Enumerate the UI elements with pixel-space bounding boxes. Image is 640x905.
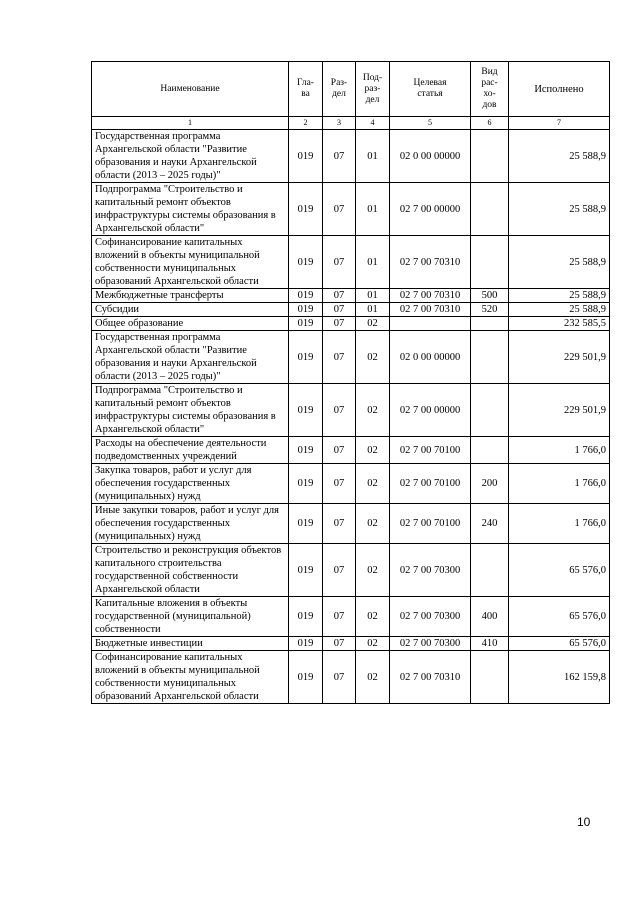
row-razdel-cell: 07 bbox=[323, 504, 356, 544]
row-target-cell: 02 7 00 70300 bbox=[390, 544, 471, 597]
row-vid-cell bbox=[471, 317, 509, 331]
row-razdel-cell: 07 bbox=[323, 651, 356, 704]
row-podrazdel-cell: 02 bbox=[356, 317, 390, 331]
row-vid-cell bbox=[471, 331, 509, 384]
header-podrazdel: Под- раз- дел bbox=[356, 62, 390, 117]
row-target-cell: 02 7 00 70300 bbox=[390, 637, 471, 651]
row-amount-cell: 1 766,0 bbox=[509, 464, 610, 504]
column-number: 5 bbox=[390, 117, 471, 130]
header-glava: Гла- ва bbox=[289, 62, 323, 117]
row-name-cell: Закупка товаров, работ и услуг для обеспечения государственных (муниципальных) нужд bbox=[92, 464, 289, 504]
row-amount-cell: 229 501,9 bbox=[509, 331, 610, 384]
row-podrazdel-cell: 02 bbox=[356, 544, 390, 597]
row-podrazdel-cell: 02 bbox=[356, 651, 390, 704]
row-vid-cell: 400 bbox=[471, 597, 509, 637]
row-razdel-cell: 07 bbox=[323, 236, 356, 289]
table-row bbox=[92, 130, 610, 183]
row-vid-cell: 410 bbox=[471, 637, 509, 651]
row-razdel-cell: 07 bbox=[323, 317, 356, 331]
row-vid-cell bbox=[471, 236, 509, 289]
row-target-cell: 02 7 00 70310 bbox=[390, 303, 471, 317]
row-podrazdel-cell: 01 bbox=[356, 130, 390, 183]
budget-table bbox=[91, 61, 610, 704]
table-row bbox=[92, 504, 610, 544]
row-glava-cell: 019 bbox=[289, 464, 323, 504]
row-razdel-cell: 07 bbox=[323, 303, 356, 317]
table-row bbox=[92, 289, 610, 303]
row-name-cell: Иные закупки товаров, работ и услуг для обеспечения государственных (муниципальных) нужд bbox=[92, 504, 289, 544]
row-name-cell: Расходы на обеспечение деятельности подведомственных учреждений bbox=[92, 437, 289, 464]
column-number: 6 bbox=[471, 117, 509, 130]
row-target-cell: 02 7 00 70100 bbox=[390, 437, 471, 464]
table-row bbox=[92, 597, 610, 637]
row-podrazdel-cell: 02 bbox=[356, 437, 390, 464]
column-number: 4 bbox=[356, 117, 390, 130]
row-target-cell: 02 7 00 70300 bbox=[390, 597, 471, 637]
row-target-cell: 02 7 00 70310 bbox=[390, 236, 471, 289]
row-podrazdel-cell: 02 bbox=[356, 637, 390, 651]
row-glava-cell: 019 bbox=[289, 544, 323, 597]
row-glava-cell: 019 bbox=[289, 651, 323, 704]
row-amount-cell: 229 501,9 bbox=[509, 384, 610, 437]
row-amount-cell: 1 766,0 bbox=[509, 504, 610, 544]
row-razdel-cell: 07 bbox=[323, 289, 356, 303]
header-vid: Вид рас- хо- дов bbox=[471, 62, 509, 117]
table-row bbox=[92, 651, 610, 704]
row-vid-cell: 520 bbox=[471, 303, 509, 317]
table-row bbox=[92, 637, 610, 651]
row-glava-cell: 019 bbox=[289, 437, 323, 464]
row-amount-cell: 25 588,9 bbox=[509, 289, 610, 303]
header-row bbox=[92, 62, 610, 117]
table-header bbox=[92, 62, 610, 130]
row-vid-cell bbox=[471, 437, 509, 464]
row-razdel-cell: 07 bbox=[323, 130, 356, 183]
row-razdel-cell: 07 bbox=[323, 597, 356, 637]
column-number: 7 bbox=[509, 117, 610, 130]
row-glava-cell: 019 bbox=[289, 317, 323, 331]
row-podrazdel-cell: 02 bbox=[356, 504, 390, 544]
header-name: Наименование bbox=[92, 62, 289, 117]
table-row bbox=[92, 317, 610, 331]
row-name-cell: Бюджетные инвестиции bbox=[92, 637, 289, 651]
row-target-cell: 02 7 00 70100 bbox=[390, 504, 471, 544]
column-number-row bbox=[92, 117, 610, 130]
row-name-cell: Строительство и реконструкция объектов капитального строительства государственной собственности Архангельской области bbox=[92, 544, 289, 597]
row-razdel-cell: 07 bbox=[323, 464, 356, 504]
row-podrazdel-cell: 02 bbox=[356, 597, 390, 637]
row-razdel-cell: 07 bbox=[323, 384, 356, 437]
column-number: 1 bbox=[92, 117, 289, 130]
row-vid-cell bbox=[471, 544, 509, 597]
row-vid-cell bbox=[471, 384, 509, 437]
row-vid-cell bbox=[471, 651, 509, 704]
row-amount-cell: 25 588,9 bbox=[509, 130, 610, 183]
row-podrazdel-cell: 01 bbox=[356, 183, 390, 236]
row-amount-cell: 25 588,9 bbox=[509, 183, 610, 236]
row-amount-cell: 65 576,0 bbox=[509, 597, 610, 637]
table-row bbox=[92, 384, 610, 437]
row-glava-cell: 019 bbox=[289, 130, 323, 183]
row-target-cell bbox=[390, 317, 471, 331]
row-podrazdel-cell: 01 bbox=[356, 303, 390, 317]
row-amount-cell: 65 576,0 bbox=[509, 544, 610, 597]
row-glava-cell: 019 bbox=[289, 597, 323, 637]
row-name-cell: Подпрограмма "Строительство и капитальный ремонт объектов инфраструктуры системы образования в Архангельской области" bbox=[92, 384, 289, 437]
table-body bbox=[92, 130, 610, 704]
row-target-cell: 02 7 00 00000 bbox=[390, 183, 471, 236]
row-glava-cell: 019 bbox=[289, 303, 323, 317]
header-razdel: Раз- дел bbox=[323, 62, 356, 117]
table-row bbox=[92, 464, 610, 504]
row-razdel-cell: 07 bbox=[323, 437, 356, 464]
row-name-cell: Софинансирование капитальных вложений в объекты муниципальной собственности муниципальных образований Архангельской области bbox=[92, 651, 289, 704]
row-target-cell: 02 7 00 70310 bbox=[390, 651, 471, 704]
row-target-cell: 02 0 00 00000 bbox=[390, 331, 471, 384]
row-target-cell: 02 7 00 00000 bbox=[390, 384, 471, 437]
row-name-cell: Общее образование bbox=[92, 317, 289, 331]
row-amount-cell: 25 588,9 bbox=[509, 236, 610, 289]
row-name-cell: Капитальные вложения в объекты государственной (муниципальной) собственности bbox=[92, 597, 289, 637]
row-podrazdel-cell: 01 bbox=[356, 289, 390, 303]
row-vid-cell bbox=[471, 183, 509, 236]
row-amount-cell: 1 766,0 bbox=[509, 437, 610, 464]
row-podrazdel-cell: 02 bbox=[356, 464, 390, 504]
row-target-cell: 02 7 00 70310 bbox=[390, 289, 471, 303]
column-number: 3 bbox=[323, 117, 356, 130]
table-row bbox=[92, 303, 610, 317]
row-target-cell: 02 7 00 70100 bbox=[390, 464, 471, 504]
row-podrazdel-cell: 01 bbox=[356, 236, 390, 289]
row-glava-cell: 019 bbox=[289, 236, 323, 289]
row-name-cell: Подпрограмма "Строительство и капитальный ремонт объектов инфраструктуры системы образования в Архангельской области" bbox=[92, 183, 289, 236]
table-row bbox=[92, 437, 610, 464]
row-razdel-cell: 07 bbox=[323, 637, 356, 651]
row-vid-cell: 200 bbox=[471, 464, 509, 504]
row-razdel-cell: 07 bbox=[323, 331, 356, 384]
row-glava-cell: 019 bbox=[289, 637, 323, 651]
row-glava-cell: 019 bbox=[289, 289, 323, 303]
row-razdel-cell: 07 bbox=[323, 544, 356, 597]
table-row bbox=[92, 331, 610, 384]
table-row bbox=[92, 236, 610, 289]
row-vid-cell: 240 bbox=[471, 504, 509, 544]
row-name-cell: Межбюджетные трансферты bbox=[92, 289, 289, 303]
row-name-cell: Субсидии bbox=[92, 303, 289, 317]
page-number: 10 bbox=[577, 815, 591, 829]
row-amount-cell: 25 588,9 bbox=[509, 303, 610, 317]
row-glava-cell: 019 bbox=[289, 384, 323, 437]
header-executed: Исполнено bbox=[509, 62, 610, 117]
row-target-cell: 02 0 00 00000 bbox=[390, 130, 471, 183]
row-name-cell: Софинансирование капитальных вложений в объекты муниципальной собственности муниципальных образований Архангельской области bbox=[92, 236, 289, 289]
row-name-cell: Государственная программа Архангельской области "Развитие образования и науки Архангельской области (2013 – 2025 годы)" bbox=[92, 130, 289, 183]
row-glava-cell: 019 bbox=[289, 504, 323, 544]
row-razdel-cell: 07 bbox=[323, 183, 356, 236]
row-amount-cell: 232 585,5 bbox=[509, 317, 610, 331]
row-vid-cell: 500 bbox=[471, 289, 509, 303]
row-podrazdel-cell: 02 bbox=[356, 384, 390, 437]
row-vid-cell bbox=[471, 130, 509, 183]
row-name-cell: Государственная программа Архангельской области "Развитие образования и науки Архангельской области (2013 – 2025 годы)" bbox=[92, 331, 289, 384]
header-target: Целевая статья bbox=[390, 62, 471, 117]
row-glava-cell: 019 bbox=[289, 183, 323, 236]
table-row bbox=[92, 544, 610, 597]
row-glava-cell: 019 bbox=[289, 331, 323, 384]
row-amount-cell: 65 576,0 bbox=[509, 637, 610, 651]
row-podrazdel-cell: 02 bbox=[356, 331, 390, 384]
table-row bbox=[92, 183, 610, 236]
row-amount-cell: 162 159,8 bbox=[509, 651, 610, 704]
column-number: 2 bbox=[289, 117, 323, 130]
